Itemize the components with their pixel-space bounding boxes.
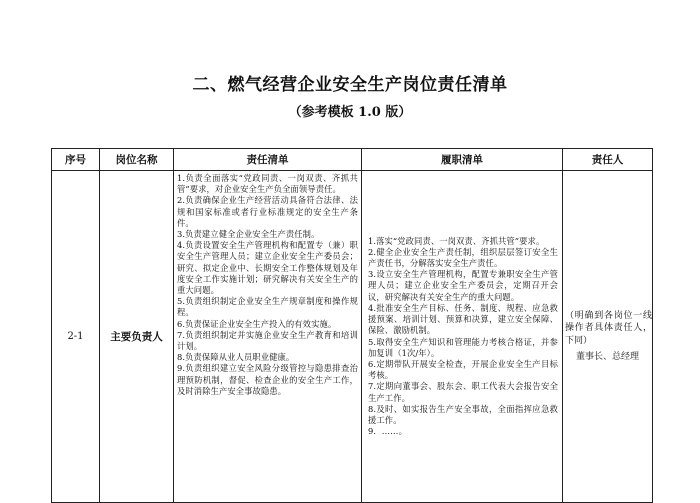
row-performance-cell: [362, 171, 563, 503]
duty-item-5: 5.负责组织制定企业安全生产规章制度和操作规程。: [177, 296, 358, 318]
duty-item-9: 9.负责组织建立安全风险分级管控与隐患排查治理预防机制，督促、检查企业的安全生产工作，及时消除生产安全事故隐患。: [177, 363, 358, 396]
duty-item-3: 3.负责建立健全企业安全生产责任制。: [177, 229, 320, 240]
header-duties: 责任清单: [174, 149, 362, 171]
responsible-note: （明确到各岗位一线操作者具体责任人，下同）: [565, 310, 652, 346]
header-seq: 序号: [52, 149, 100, 171]
performance-item-6: 6.定期带队开展安全检查，开展企业安全生产目标考核。: [368, 358, 558, 381]
row-duties-cell: [174, 171, 362, 503]
performance-item-3: 3.设立安全生产管理机构，配置专兼职安全生产管理人员；建立企业安全生产委员会，定期召开会议，研究解决有关安全生产的重大问题。: [368, 269, 558, 302]
performance-item-7: 7.定期向董事会、股东会、职工代表大会报告安全生产工作。: [368, 381, 558, 403]
table-header-row: [52, 149, 653, 171]
row-responsible-cell: [563, 171, 653, 503]
row-position: 主要负责人: [100, 171, 174, 503]
performance-item-1: 1.落实“党政同责、一岗双责、齐抓共管”要求。: [368, 235, 545, 246]
page-title: 二、燃气经营企业安全生产岗位责任清单: [192, 75, 508, 95]
performance-item-8: 8.及时、如实报告生产安全事故，全面指挥应急救援工作。: [368, 403, 558, 425]
header-responsible: 责任人: [563, 149, 653, 171]
performance-item-2: 2.健全企业安全生产责任制，组织层层签订安全生产责任书，分解落实安全生产责任。: [368, 246, 558, 269]
duty-item-1: 1.负责全面落实“党政同责、一岗双责、齐抓共管”要求，对企业安全生产负全面领导责任。: [177, 173, 358, 195]
header-position: 岗位名称: [100, 149, 174, 171]
responsibility-table: [51, 148, 653, 503]
table-row: [52, 171, 653, 503]
performance-item-4: 4.批准安全生产目标、任务、制度、规程、应急救援预案、培训计划、预算和决算，建立安全保障、保险、激励机制。: [368, 302, 558, 336]
duty-item-8: 8.负责保障从业人员职业健康。: [177, 352, 295, 363]
header-performance: 履职清单: [362, 149, 563, 171]
row-seq: 2-1: [52, 171, 100, 503]
duty-item-6: 6.负责保证企业安全生产投入的有效实施。: [177, 318, 337, 329]
performance-item-5: 5.取得安全生产知识和管理能力考核合格证，并参加复训（1次/年）。: [368, 336, 558, 358]
duty-item-4: 4.负责设置安全生产管理机构和配置专（兼）职安全生产管理人员；建立企业安全生产委员会；研究、拟定企业中、长期安全工作整体规划及年度安全工作实施计划；研究解决有关安全生产的重大问题。: [177, 240, 358, 296]
page-subtitle: （参考模板 1.0 版）: [288, 105, 412, 120]
responsible-names: 董事长、总经理: [575, 352, 639, 362]
performance-item-9: 9．……。: [368, 426, 407, 437]
duty-item-2: 2.负责确保企业生产经营活动具备符合法律、法规和国家标准或者行业标准规定的安全生产条件。: [177, 195, 358, 228]
duty-item-7: 7.负责组织制定并实施企业安全生产教育和培训计划。: [177, 329, 358, 352]
